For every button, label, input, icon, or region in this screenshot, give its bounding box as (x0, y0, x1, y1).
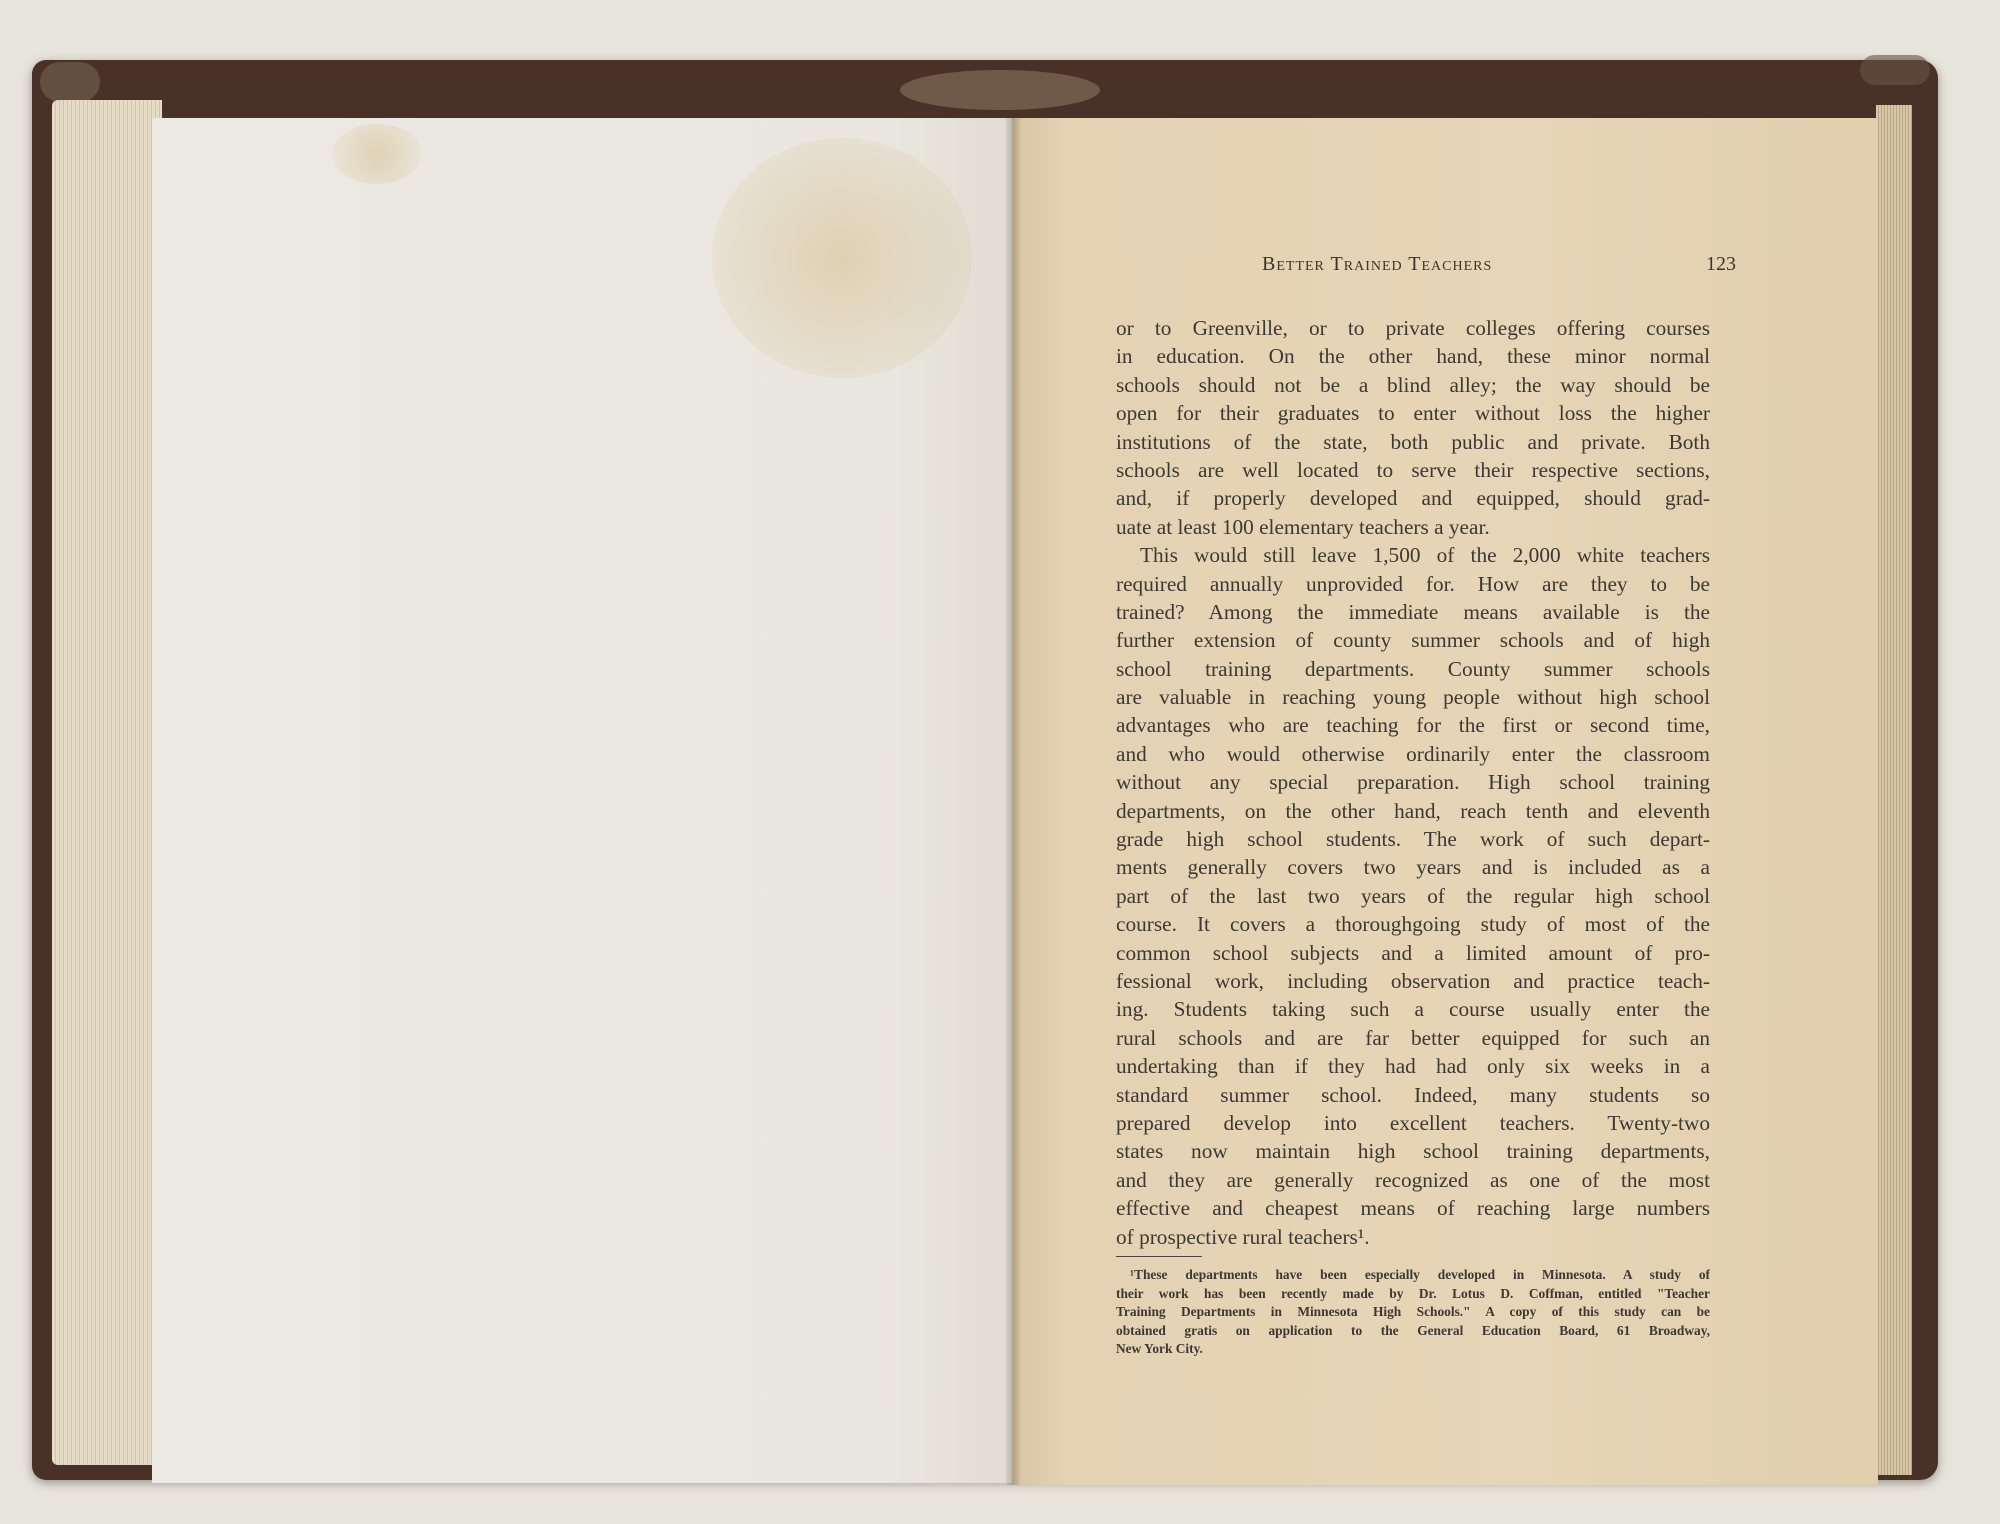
text-line: ing. Students taking such a course usually enter the (1116, 997, 1710, 1022)
foxing-stain (332, 124, 422, 184)
footnote-rule (1116, 1256, 1202, 1257)
text-line: departments, on the other hand, reach tenth and eleventh (1116, 798, 1710, 823)
text-line: of prospective rural teachers¹. (1116, 1224, 1370, 1249)
text-line: required annually unprovided for. How are they to be (1116, 571, 1710, 596)
footnote-line: ¹These departments have been especially developed in Minnesota. A study of (1130, 1267, 1710, 1282)
text-line: school training departments. County summer schools (1116, 656, 1710, 681)
text-line: undertaking than if they had had only six weeks in a (1116, 1054, 1710, 1079)
text-line: advantages who are teaching for the first or second time, (1116, 713, 1710, 738)
text-line: fessional work, including observation and practice teach- (1116, 968, 1710, 993)
text-line: institutions of the state, both public and private. Both (1116, 429, 1710, 454)
text-line: ments generally covers two years and is included as a (1116, 855, 1710, 880)
footnote-line: obtained gratis on application to the General Education Board, 61 Broadway, (1116, 1322, 1710, 1338)
text-line: course. It covers a thoroughgoing study of most of the (1116, 912, 1710, 937)
text-line: schools should not be a blind alley; the way should be (1116, 372, 1710, 397)
footnote-line: Training Departments in Minnesota High Schools." A copy of this study can be (1116, 1304, 1710, 1320)
running-head: Better Trained Teachers (1262, 253, 1493, 275)
footnote (1116, 1266, 1710, 1359)
left-page-blank (152, 118, 1012, 1483)
text-line: further extension of county summer schools and of high (1116, 628, 1710, 653)
foxing-stain (712, 138, 972, 378)
text-line: in education. On the other hand, these minor normal (1116, 344, 1710, 369)
text-line: rural schools and are far better equipped for such an (1116, 1025, 1710, 1050)
right-page-edges (1876, 105, 1912, 1475)
text-line: standard summer school. Indeed, many students so (1116, 1082, 1710, 1107)
left-page-edges (52, 100, 162, 1465)
text-line: This would still leave 1,500 of the 2,000 white teachers (1140, 543, 1710, 568)
text-line: prepared develop into excellent teachers. Twenty-two (1116, 1110, 1710, 1135)
text-line: are valuable in reaching young people without high school (1116, 685, 1710, 710)
worn-cover-corner-right (1860, 55, 1930, 85)
text-line: effective and cheapest means of reaching large numbers (1116, 1196, 1710, 1221)
text-line: or to Greenville, or to private colleges offering courses (1116, 316, 1710, 340)
text-line: open for their graduates to enter without loss the higher (1116, 401, 1710, 426)
footnote-line: their work has been recently made by Dr. Lotus D. Coffman, entitled "Teacher (1116, 1285, 1710, 1301)
worn-cover-corner (40, 62, 100, 102)
page-number: 123 (1706, 253, 1736, 275)
text-line: without any special preparation. High school training (1116, 770, 1710, 795)
text-line: and who would otherwise ordinarily enter the classroom (1116, 741, 1710, 766)
text-line: and, if properly developed and equipped, should grad- (1116, 486, 1710, 511)
text-line: common school subjects and a limited amount of pro- (1116, 940, 1710, 965)
footnote-line: New York City. (1116, 1341, 1203, 1357)
text-line: trained? Among the immediate means available is the (1116, 599, 1710, 624)
text-line: states now maintain high school training departments, (1116, 1139, 1710, 1164)
text-line: uate at least 100 elementary teachers a year. (1116, 514, 1490, 539)
text-line: part of the last two years of the regular high school (1116, 883, 1710, 908)
text-line: schools are well located to serve their respective sections, (1116, 457, 1710, 482)
text-line: grade high school students. The work of such depart- (1116, 827, 1710, 852)
text-line: and they are generally recognized as one of the most (1116, 1167, 1710, 1192)
body-text (1116, 314, 1710, 1251)
page-gutter (1006, 118, 1020, 1485)
frayed-spine (900, 70, 1100, 110)
